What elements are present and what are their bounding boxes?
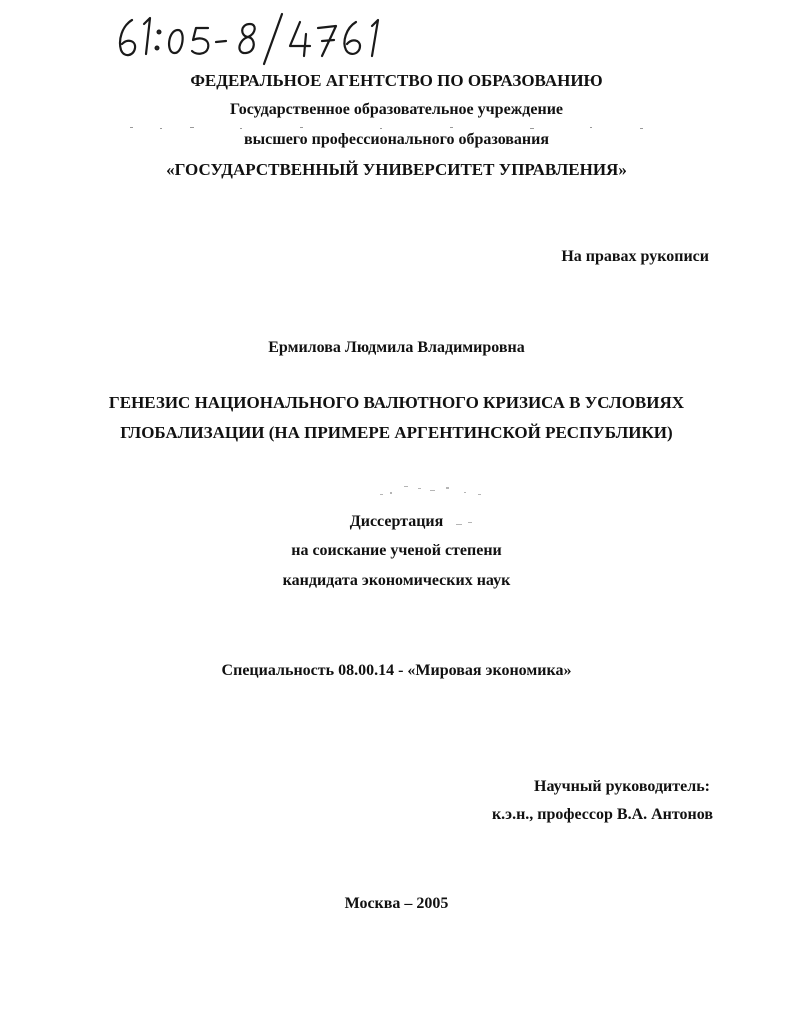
university-name: «ГОСУДАРСТВЕННЫЙ УНИВЕРСИТЕТ УПРАВЛЕНИЯ» (166, 160, 627, 179)
degree-line-3: кандидата экономических наук (282, 572, 511, 589)
institution-line-2: высшего профессионального образования (243, 131, 550, 148)
institution-line-1: Государственное образовательное учреждение (229, 101, 564, 118)
handwritten-stamp-graphic (110, 6, 410, 68)
author-name: Ермилова Людмила Владимировна (268, 339, 525, 356)
handwritten-stamp (110, 6, 410, 68)
title-line-1: ГЕНЕЗИС НАЦИОНАЛЬНОГО ВАЛЮТНОГО КРИЗИСА В УСЛОВИЯХ (108, 393, 685, 412)
specialty: Специальность 08.00.14 - «Мировая экономика» (221, 662, 572, 679)
title-line-2: ГЛОБАЛИЗАЦИИ (НА ПРИМЕРЕ АРГЕНТИНСКОЙ РЕСПУБЛИКИ) (120, 423, 673, 442)
manuscript-note: На правах рукописи (561, 248, 709, 265)
degree-line-1: Диссертация (349, 513, 444, 530)
supervisor-name: к.э.н., профессор В.А. Антонов (491, 806, 713, 823)
place-and-year: Москва – 2005 (344, 895, 449, 912)
agency-heading: ФЕДЕРАЛЬНОЕ АГЕНТСТВО ПО ОБРАЗОВАНИЮ (190, 71, 603, 90)
degree-line-2: на соискание ученой степени (291, 542, 502, 559)
supervisor-label: Научный руководитель: (534, 778, 710, 795)
